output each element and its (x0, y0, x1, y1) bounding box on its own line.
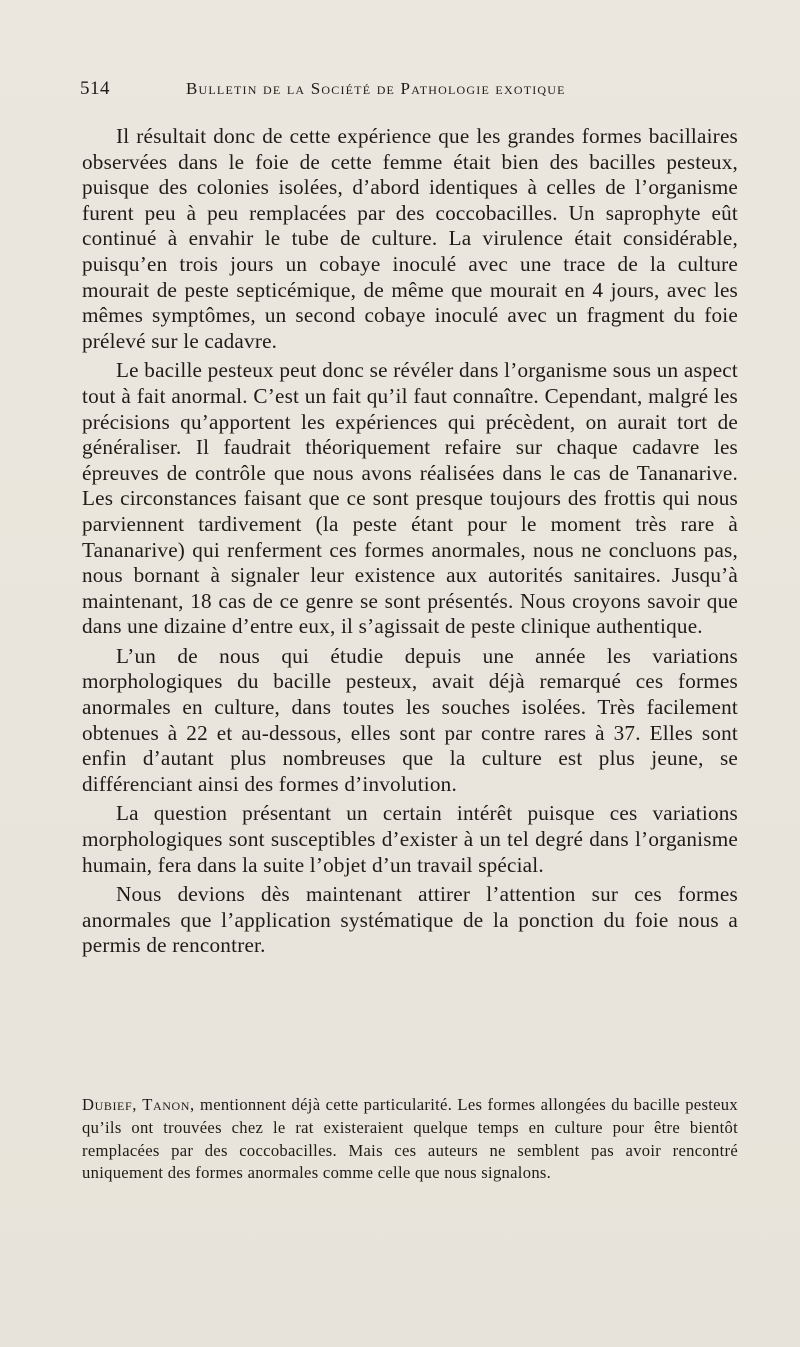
footnote (82, 1094, 738, 1185)
paragraph: Nous devions dès maintenant attirer l’attention sur ces formes anormales que l’application systématique de la ponction du foie nous a permis de rencontrer. (82, 882, 738, 958)
page-number: 514 (80, 78, 110, 99)
paragraph: L’un de nous qui étudie depuis une année les variations morphologiques du bacille pesteux, avait déjà remarqué ces formes anormales en culture, dans toutes les souches isolées. Très facilement obtenues à 22 et au-dessous, elles sont par contre rares à 37. Elles sont enfin d’autant plus nombreuses que la culture est plus jeune, se différenciant ainsi des formes d’involution. (82, 643, 738, 796)
paragraph: Il résultait donc de cette expérience que les grandes formes bacillaires observées dans le foie de cette femme était bien des bacilles pesteux, puisque des colonies isolées, d’abord identiques à celles de l’organisme furent peu à peu remplacées par des coccobacilles. Un saprophyte eût continué à envahir le tube de culture. La virulence était considérable, puisqu’en trois jours un cobaye inoculé avec une trace de la culture mourait de peste septicémique, de même que mourait en 4 jours, avec les mêmes symptômes, un second cobaye inoculé avec un fragment du foie prélevé sur le cadavre. (82, 124, 738, 353)
paragraph: La question présentant un certain intérêt puisque ces variations morphologiques sont susceptibles d’exister à un tel degré dans l’organisme humain, fera dans la suite l’objet d’un travail spécial. (82, 801, 738, 877)
page-header (80, 78, 720, 106)
paragraph: Le bacille pesteux peut donc se révéler dans l’organisme sous un aspect tout à fait anormal. C’est un fait qu’il faut connaître. Cependant, malgré les précisions qu’apportent les expériences qui précèdent, on aurait tort de généraliser. Il faudrait théoriquement refaire sur chaque cadavre les épreuves de contrôle que nous avons réalisées dans le cas de Tananarive. Les circonstances faisant que ce sont presque toujours des frottis qui nous parviennent tardivement (la peste étant pour le moment très rare à Tananarive) qui renferment ces formes anormales, nous ne concluons pas, nous bornant à signaler leur existence aux autorités sanitaires. Jusqu’à maintenant, 18 cas de ce genre se sont présentés. Nous croyons savoir que dans une dizaine d’entre eux, il s’agissait de peste clinique authentique. (82, 358, 738, 639)
article-body (82, 124, 738, 963)
footnote-text: mentionnent déjà cette particularité. Les formes allongées du bacille pesteux qu’ils ont trouvées chez le rat existeraient quelque temps en culture pour être bientôt remplacées par des coccobacilles. Mais ces auteurs ne semblent pas avoir rencontré uniquement des formes anormales comme celle que nous signalons. (82, 1095, 738, 1183)
running-title: Bulletin de la Société de Pathologie exotique (186, 79, 566, 98)
footnote-authors: Dubief, Tanon, (82, 1095, 195, 1114)
